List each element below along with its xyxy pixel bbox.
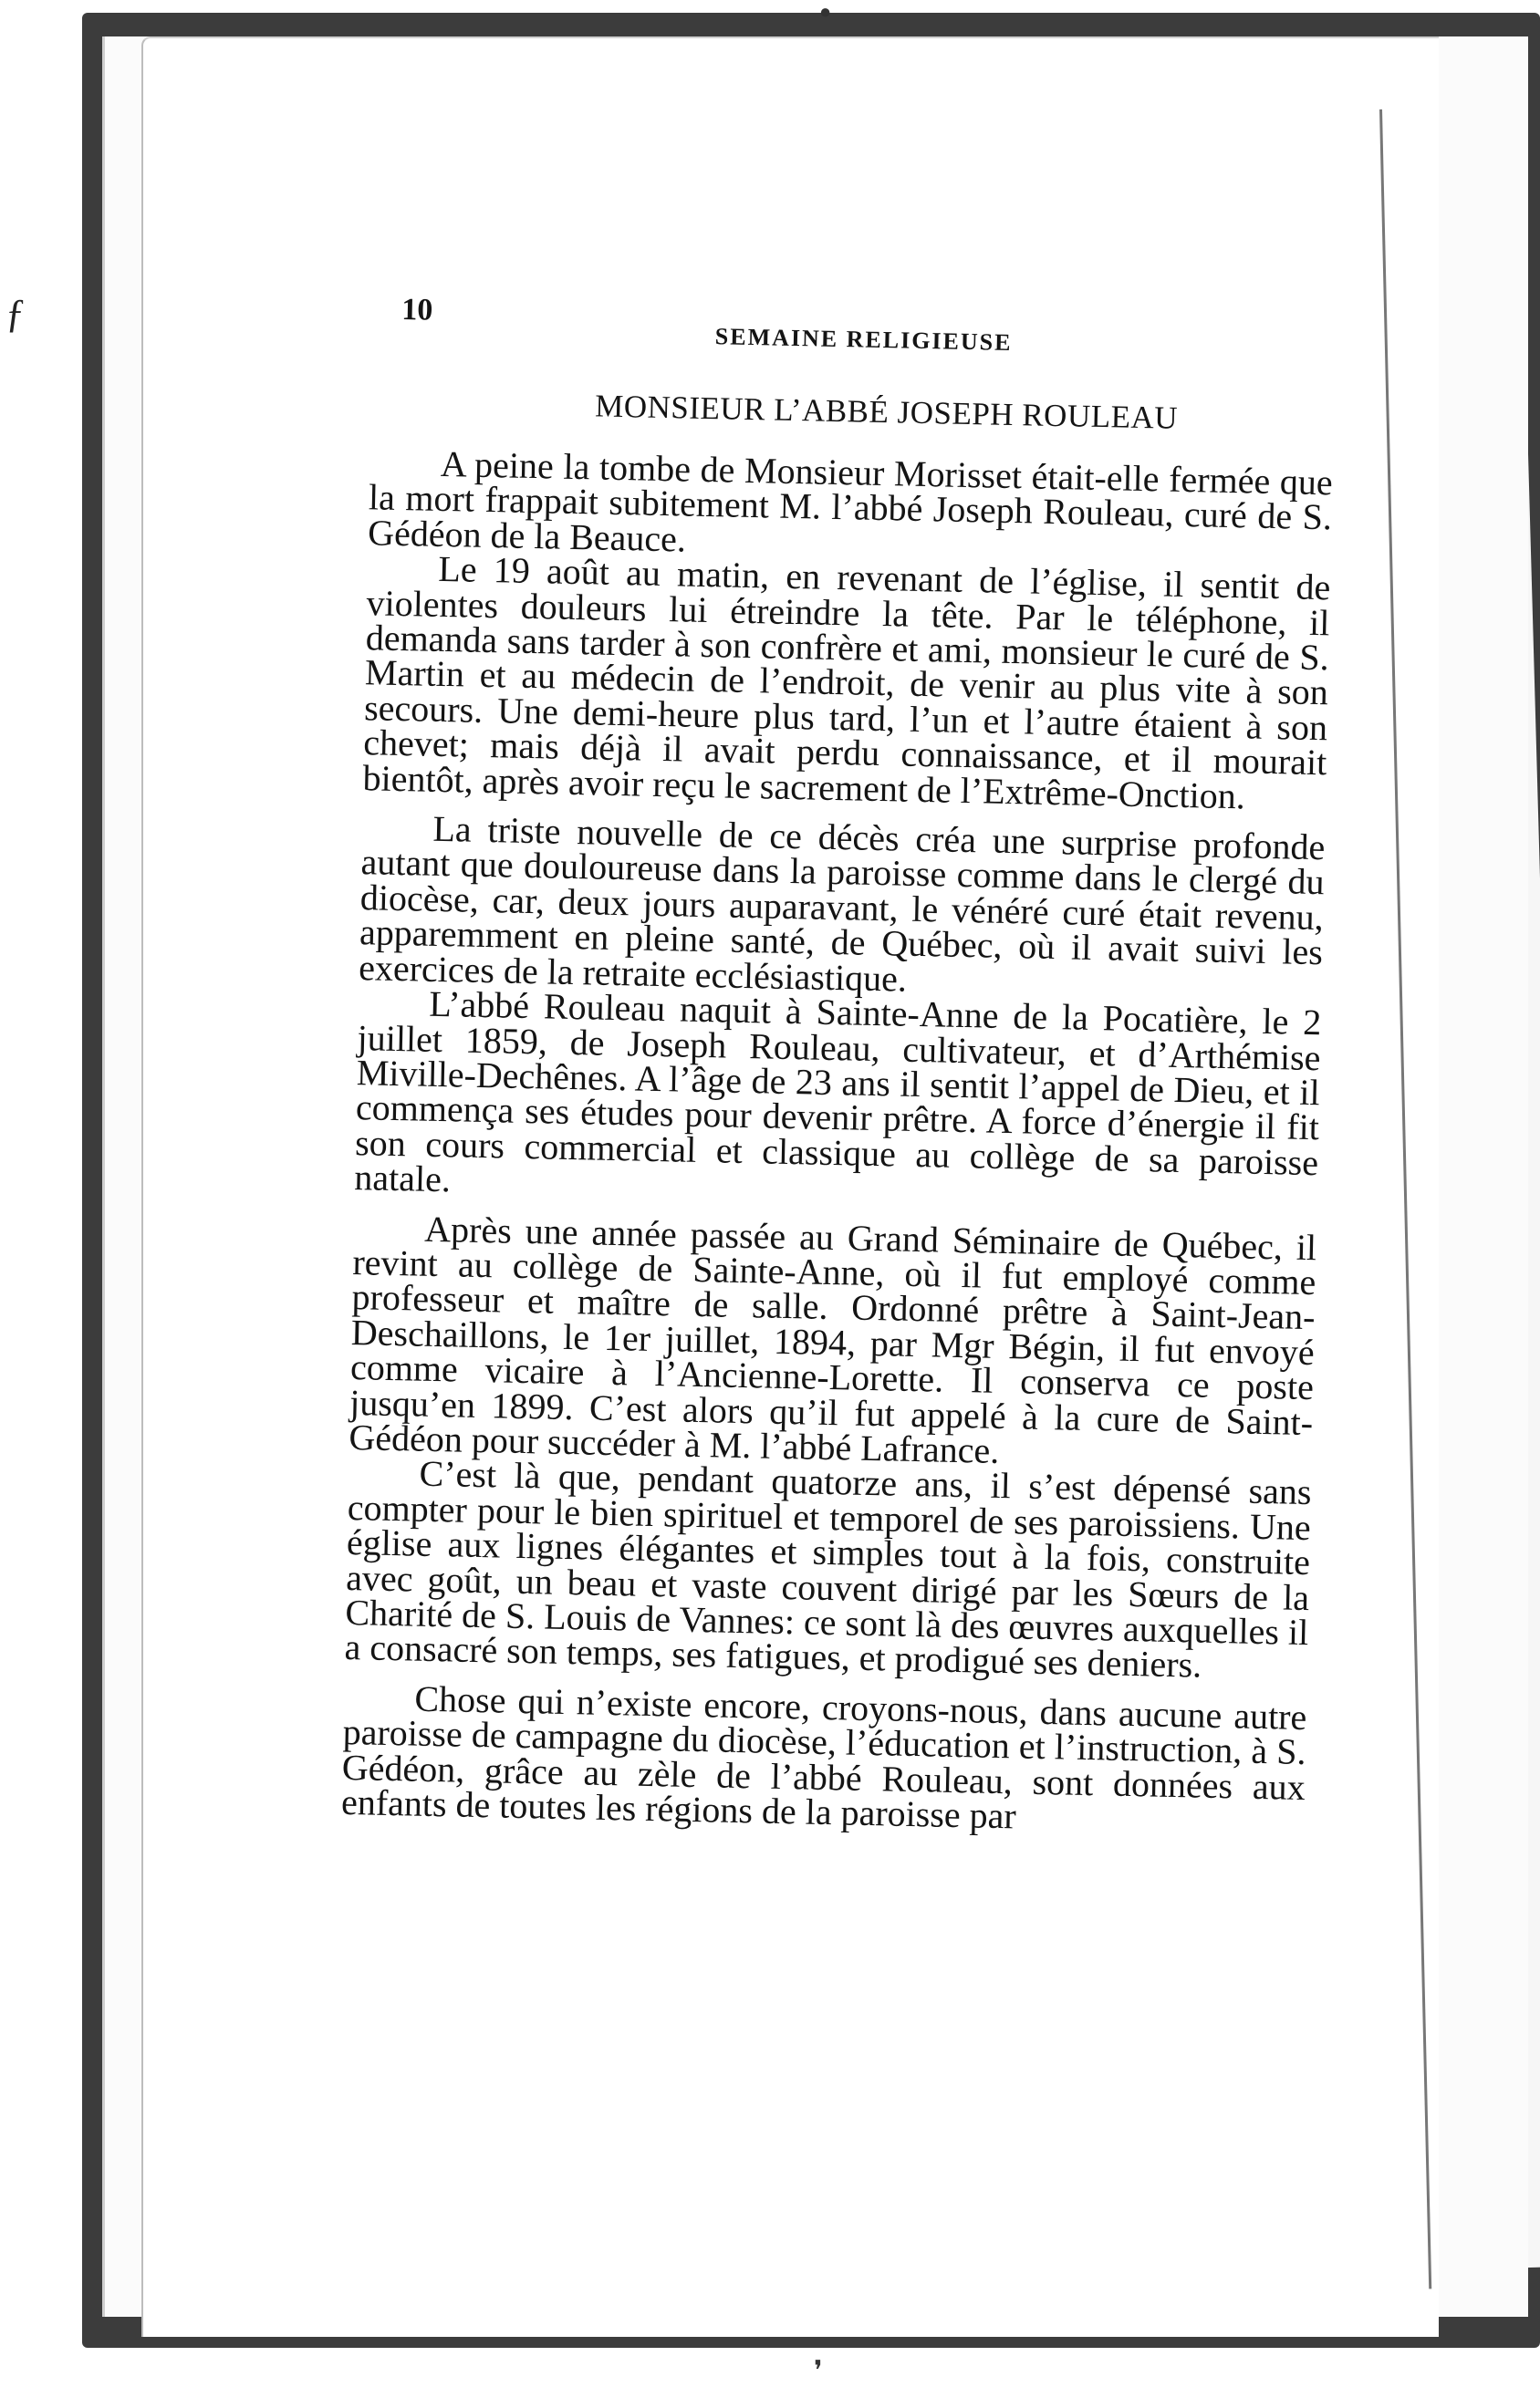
paragraph: A peine la tombe de Monsieur Morisset était-elle fermée que la mort frappait subitement M. l’abbé Joseph Rouleau, curé de S. Gédéon de la Beauce. xyxy=(367,442,1334,560)
paragraph: Le 19 août au matin, en revenant de l’église, il sentit de violentes douleurs lui étreindre la tête. Par le téléphone, il demanda sans tarder à son confrère et ami, monsieur le curé de S. Martin et au médecin de l’endroit, de venir au plus vite à son secours. Une demi-heure plus tard, l’un et l’autre étaient à son chevet; mais déjà il avait perdu connaissance, et il mourait bientôt, après avoir reçu le sacrement de l’Extrême-Onction. xyxy=(362,548,1331,817)
paragraph: C’est là que, pendant quatorze ans, il s’est dépensé sans compter pour le bien spirituel et temporel de ses paroissiens. Une église aux lignes élégantes et simples tout à la fois, construite avec goût, un beau et vaste couvent dirigé par les Sœurs de la Charité de S. Louis de Vannes: ce sont là des œuvres auxquelles il a consacré son temps, ses fatigues, et prodigué ses deniers. xyxy=(344,1453,1312,1687)
article-title: MONSIEUR L’ABBÉ JOSEPH ROULEAU xyxy=(594,388,1179,436)
running-head: SEMAINE RELIGIEUSE xyxy=(714,323,1013,356)
paragraph: Après une année passée au Grand Séminaire de Québec, il revint au collège de Sainte-Anne, où il fut employé comme professeur et maître de salle. Ordonné prêtre à Saint-Jean-Deschaillons, le 1er juillet, 1894, par Mgr Bégin, il fut envoyé comme vicaire à l’Ancienne-Lorette. Il conserva ce poste jusqu’en 1899. C’est alors qu’il fut appelé à la cure de Saint-Gédéon pour succéder à M. l’abbé Lafrance. xyxy=(349,1208,1317,1471)
margin-mark-icon: ƒ xyxy=(5,291,26,336)
paragraph: L’abbé Rouleau naquit à Sainte-Anne de la Pocatière, le 2 juillet 1859, de Joseph Rouleau, cultivateur, et d’Arthémise Miville-Dechênes. A l’âge de 23 ans il sentit l’appel de Dieu, et il commença ses études pour devenir prêtre. A force d’énergie il fit son cours commercial et classique au collège de sa paroisse natale. xyxy=(353,982,1322,1200)
article-body xyxy=(340,442,1334,1840)
page-number: 10 xyxy=(401,292,433,327)
top-scan-mark-icon: ● xyxy=(819,0,832,23)
paragraph: Chose qui n’existe encore, croyons-nous, dans aucune autre paroisse de campagne du diocèse, l’éducation et l’instruction, à S. Gédéon, grâce au zèle de l’abbé Rouleau, sont données aux enfants de toutes les régions de la paroisse par xyxy=(340,1677,1307,1837)
bottom-scan-mark-icon: ❜ xyxy=(814,2356,823,2386)
paragraph: La triste nouvelle de ce décès créa une surprise profonde autant que douloureuse dans la paroisse comme dans le clergé du diocèse, car, deux jours auparavant, le vénéré curé était revenu, apparemment en pleine santé, de Québec, où il avait suivi les exercices de la retraite ecclésiastique. xyxy=(358,807,1326,1000)
